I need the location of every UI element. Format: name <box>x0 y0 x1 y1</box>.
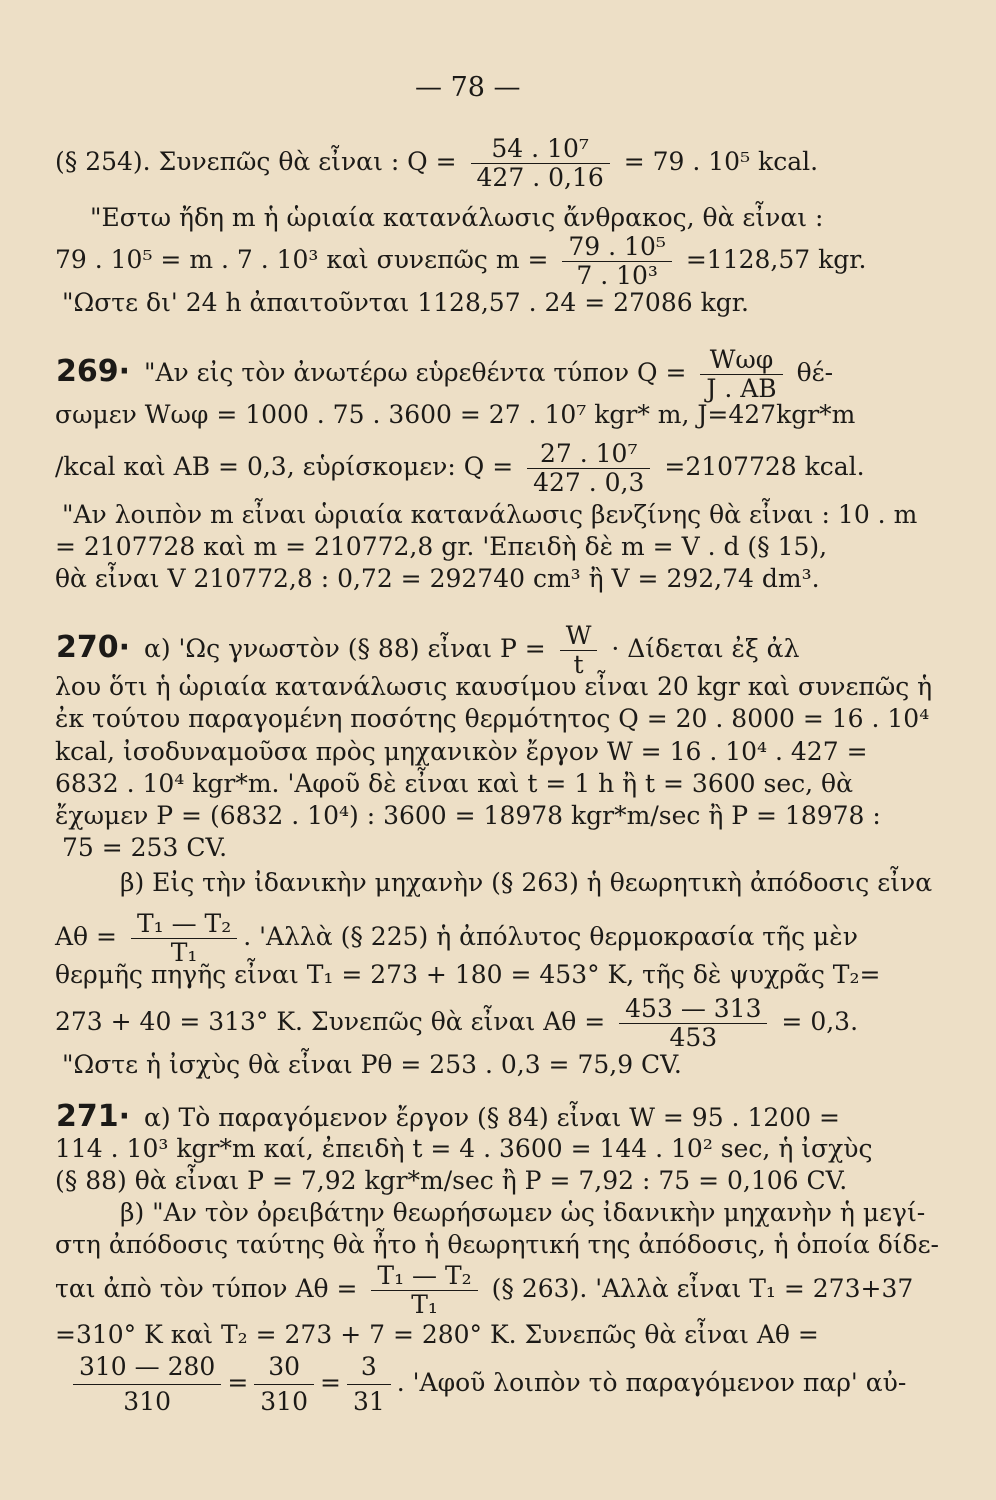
text-line: θερμῆς πηγῆς εἶναι T₁ = 273 + 180 = 453° K, τῆς δὲ ψυχρᾶς T₂= <box>55 960 881 989</box>
text-run: 273 + 40 = 313° K. Συνεπῶς θὰ εἶναι Aθ = <box>55 1007 614 1036</box>
text-line: (§ 88) θὰ εἶναι P = 7,92 kgr*m/sec ἢ P = 7,92 : 75 = 0,106 CV. <box>55 1166 848 1195</box>
fraction-denominator: 427 . 0,3 <box>533 468 645 497</box>
fraction-numerator: 54 . 10⁷ <box>471 135 610 164</box>
text-run: ται ἀπὸ τὸν τύπον Aθ = <box>55 1274 366 1303</box>
fraction-denominator: 427 . 0,16 <box>476 163 604 192</box>
text-line: 114 . 10³ kgr*m καί, ἐπειδὴ t = 4 . 3600 = 144 . 10² sec, ἡ ἰσχὺς <box>55 1134 873 1163</box>
text-run: = 79 . 10⁵ kcal. <box>615 147 819 176</box>
fraction <box>562 233 672 290</box>
text-run: . 'Αφοῦ λοιπὸν τὸ παραγόμενον παρ' αὐ- <box>396 1368 907 1397</box>
fraction <box>73 1350 221 1419</box>
fraction <box>254 1350 314 1419</box>
fraction-denominator: 310 <box>123 1387 172 1416</box>
text-line <box>55 995 858 1052</box>
text-line <box>56 346 833 403</box>
text-line <box>55 910 858 967</box>
text-run: (§ 254). Συνεπῶς θὰ εἶναι : Q = <box>55 147 465 176</box>
text-line <box>56 622 799 679</box>
text-run: Aθ = <box>55 922 125 951</box>
text-line: 6832 . 10⁴ kgr*m. 'Αφοῦ δὲ εἶναι καὶ t = 1 h ἢ t = 3600 sec, θὰ <box>55 769 853 798</box>
fraction-denominator: t <box>573 650 584 679</box>
page-number: — 78 — <box>415 72 521 103</box>
text-run: α) 'Ως γνωστὸν (§ 88) εἶναι P = <box>136 634 554 663</box>
text-line: ἔχωμεν P = (6832 . 10⁴) : 3600 = 18978 kgr*m/sec ἢ P = 18978 : <box>55 801 881 830</box>
fraction-numerator: T₁ — T₂ <box>371 1262 477 1291</box>
fraction <box>527 440 650 497</box>
text-run: · Δίδεται ἐξ ἀλ <box>603 634 800 663</box>
text-line <box>55 440 865 497</box>
text-line <box>55 1262 913 1319</box>
text-run: . 'Αλλὰ (§ 225) ἡ ἀπόλυτος θερμοκρασία τῆς μὲν <box>243 922 858 951</box>
fraction-numerator: 3 <box>347 1350 391 1385</box>
fraction <box>131 910 237 967</box>
text-line: λου ὅτι ἡ ὡριαία κατανάλωσις καυσίμου εἶναι 20 kgr καὶ συνεπῶς ἡ <box>55 672 933 701</box>
text-run: θέ- <box>788 358 834 387</box>
text-line: kcal, ἰσοδυναμοῦσα πρὸς μηχανικὸν ἔργον W = 16 . 10⁴ . 427 = <box>55 737 868 766</box>
text-line <box>67 1350 906 1419</box>
text-line: β) Εἰς τὴν ἰδανικὴν μηχανὴν (§ 263) ἡ θεωρητικὴ ἀπόδοσις εἶνα <box>120 868 933 897</box>
equals-sign: = <box>227 1368 249 1397</box>
text-run: = 0,3. <box>773 1007 859 1036</box>
fraction <box>347 1350 391 1419</box>
text-line: "Εστω ἤδη m ἡ ὡριαία κατανάλωσις ἄνθρακος, θὰ εἶναι : <box>90 203 824 232</box>
fraction-numerator: 79 . 10⁵ <box>562 233 672 262</box>
fraction-numerator: 30 <box>254 1350 314 1385</box>
text-line: "Αν λοιπὸν m εἶναι ὡριαία κατανάλωσις βενζίνης θὰ εἶναι : 10 . m <box>62 500 918 529</box>
text-run: "Αν εἰς τὸν ἀνωτέρω εὑρεθέντα τύπον Q = <box>136 358 695 387</box>
text-line: 75 = 253 CV. <box>62 833 228 862</box>
equals-sign: = <box>320 1368 341 1397</box>
text-run: =1128,57 kgr. <box>677 245 867 274</box>
text-line: = 2107728 καὶ m = 210772,8 gr. 'Επειδὴ δὲ m = V . d (§ 15), <box>55 532 828 561</box>
text-line <box>55 233 866 290</box>
fraction-denominator: 31 <box>352 1387 385 1416</box>
fraction-numerator: 453 — 313 <box>619 995 767 1024</box>
text-run: =2107728 kcal. <box>656 452 865 481</box>
fraction-numerator: W <box>560 622 598 651</box>
text-run: /kcal καὶ AB = 0,3, εὑρίσκομεν: Q = <box>55 452 522 481</box>
fraction-numerator: Wωφ <box>700 346 782 375</box>
text-line <box>55 135 818 192</box>
text-run: (§ 263). 'Αλλὰ εἶναι T₁ = 273+37 <box>483 1274 914 1303</box>
text-line: ἐκ τούτου παραγομένη ποσότης θερμότητος Q = 20 . 8000 = 16 . 10⁴ <box>55 704 930 733</box>
section-number: 271· <box>56 1099 131 1134</box>
text-line <box>56 1099 840 1134</box>
fraction-denominator: 7 . 10³ <box>576 261 658 290</box>
fraction-denominator: 310 <box>260 1387 308 1416</box>
fraction <box>619 995 767 1052</box>
fraction-numerator: 27 . 10⁷ <box>527 440 650 469</box>
fraction-numerator: T₁ — T₂ <box>131 910 237 939</box>
text-line: στη ἀπόδοσις ταύτης θὰ ἦτο ἡ θεωρητική της ἀπόδοσις, ἡ ὁποία δίδε- <box>55 1230 940 1259</box>
section-number: 270· <box>56 630 131 665</box>
text-line: θὰ εἶναι V 210772,8 : 0,72 = 292740 cm³ ἢ V = 292,74 dm³. <box>55 564 820 593</box>
fraction-numerator: 310 — 280 <box>73 1350 221 1385</box>
fraction-denominator: J . AB <box>706 374 777 403</box>
text-line: "Ωστε ἡ ἰσχὺς θὰ εἶναι Pθ = 253 . 0,3 = 75,9 CV. <box>62 1050 682 1079</box>
fraction-denominator: T₁ <box>170 938 198 967</box>
fraction <box>471 135 610 192</box>
fraction <box>371 1262 477 1319</box>
fraction-denominator: T₁ <box>411 1290 438 1319</box>
fraction <box>560 622 598 679</box>
text-line: =310° K καὶ T₂ = 273 + 7 = 280° K. Συνεπῶς θὰ εἶναι Aθ = <box>55 1320 819 1349</box>
fraction-denominator: 453 <box>669 1023 718 1052</box>
text-line: σωμεν Wωφ = 1000 . 75 . 3600 = 27 . 10⁷ kgr* m, J=427kgr*m <box>55 400 856 429</box>
text-line: "Ωστε δι' 24 h ἀπαιτοῦνται 1128,57 . 24 = 27086 kgr. <box>62 288 749 317</box>
text-line: β) "Αν τὸν ὀρειβάτην θεωρήσωμεν ὡς ἰδανικὴν μηχανὴν ἡ μεγί- <box>120 1198 926 1227</box>
text-run: 79 . 10⁵ = m . 7 . 10³ καὶ συνεπῶς m = <box>55 245 557 274</box>
section-number: 269· <box>56 354 131 389</box>
text-run: α) Τὸ παραγόμενον ἔργον (§ 84) εἶναι W = 95 . 1200 = <box>136 1103 840 1132</box>
fraction <box>700 346 782 403</box>
